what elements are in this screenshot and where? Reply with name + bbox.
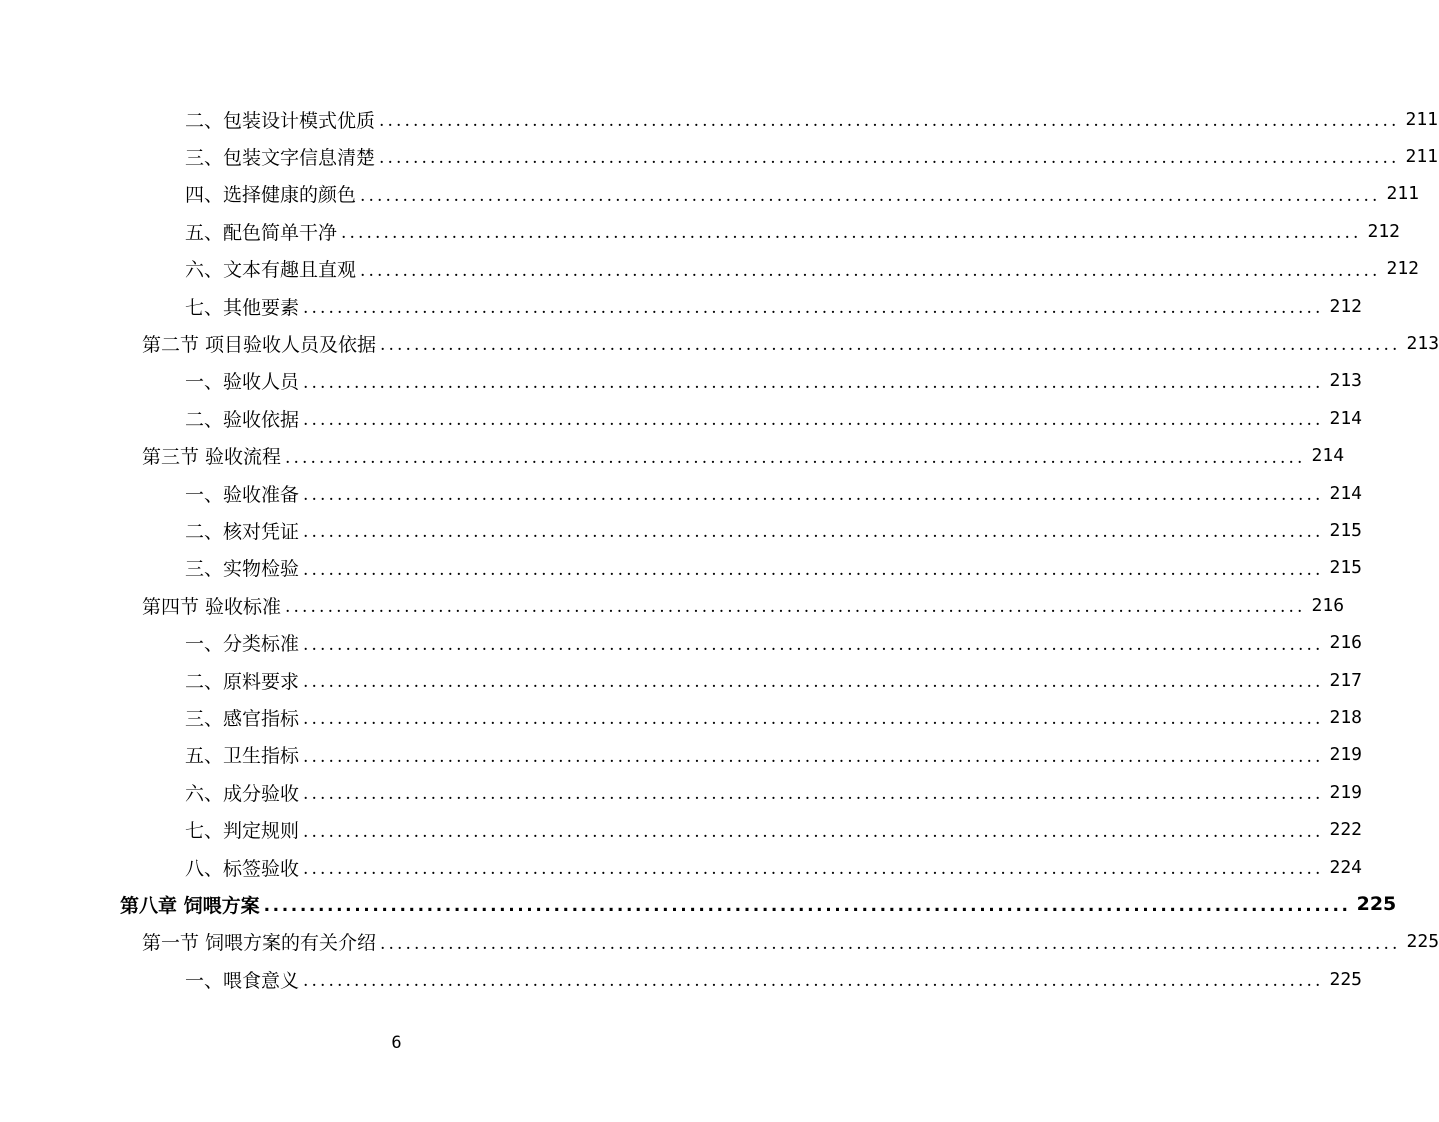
- toc-entry-page: 211: [1386, 183, 1419, 205]
- toc-dot-leader: ........................................................................................................................: [303, 522, 1324, 543]
- toc-dot-leader: ........................................................................................................................: [380, 933, 1401, 954]
- toc-item-entry[interactable]: [185, 662, 1362, 698]
- toc-entry-title: 一、分类标准: [185, 633, 300, 656]
- toc-dot-leader: ........................................................................................................................: [303, 746, 1324, 767]
- toc-entry-page: 215: [1329, 557, 1362, 579]
- toc-chapter-entry[interactable]: [120, 886, 1397, 922]
- toc-item-entry[interactable]: [185, 961, 1362, 997]
- toc-entry-page: 225: [1356, 893, 1397, 916]
- toc-entry-page: 225: [1329, 968, 1362, 990]
- toc-dot-leader: ........................................................................................................................: [303, 410, 1324, 431]
- toc-dot-leader: ........................................................................................................................: [303, 971, 1324, 992]
- toc-entry-page: 212: [1367, 220, 1400, 242]
- toc-entry-title: 三、感官指标: [185, 707, 300, 730]
- toc-dot-leader: ........................................................................................................................: [303, 859, 1324, 879]
- toc-dot-leader: ........................................................................................................................: [303, 634, 1324, 655]
- toc-dot-leader: ........................................................................................................................: [303, 559, 1324, 580]
- toc-entry-page: 219: [1329, 744, 1362, 766]
- toc-item-entry[interactable]: [185, 625, 1362, 661]
- toc-item-entry[interactable]: [185, 475, 1362, 511]
- toc-entry-page: 213: [1406, 332, 1439, 354]
- toc-entry-page: 219: [1329, 781, 1362, 803]
- toc-dot-leader: ........................................................................................................................: [303, 298, 1324, 318]
- toc-item-entry[interactable]: [185, 288, 1362, 324]
- toc-item-entry[interactable]: [185, 213, 1400, 249]
- toc-item-entry[interactable]: [185, 176, 1419, 212]
- toc-entry-title: 第八章 饲喂方案: [120, 894, 260, 917]
- toc-entry-page: 215: [1329, 519, 1362, 541]
- toc-dot-leader: ........................................................................................................................: [360, 260, 1381, 281]
- toc-entry-page: 216: [1329, 632, 1362, 654]
- toc-entry-title: 八、标签验收: [185, 857, 300, 880]
- toc-dot-leader: ........................................................................................................................: [303, 672, 1324, 692]
- toc-entry-title: 六、成分验收: [185, 782, 300, 805]
- toc-item-entry[interactable]: [185, 699, 1362, 735]
- toc-entry-page: 217: [1329, 669, 1362, 691]
- toc-item-entry[interactable]: [185, 400, 1362, 436]
- toc-section-entry[interactable]: [142, 924, 1439, 960]
- toc-dot-leader: ........................................................................................................................: [303, 372, 1324, 393]
- toc-entry-title: 二、验收依据: [185, 408, 300, 431]
- toc-entry-title: 五、配色简单干净: [185, 221, 338, 244]
- toc-section-entry[interactable]: [142, 325, 1439, 361]
- page-number: 6: [391, 1033, 402, 1053]
- toc-entry-title: 四、选择健康的颜色: [185, 184, 357, 207]
- toc-entry-title: 第二节 项目验收人员及依据: [142, 333, 377, 356]
- toc-dot-leader: ........................................................................................................................: [303, 485, 1324, 505]
- toc-dot-leader: ........................................................................................................................: [303, 709, 1324, 730]
- toc-item-entry[interactable]: [185, 849, 1362, 885]
- toc-dot-leader: ........................................................................................................................: [303, 821, 1324, 842]
- toc-entry-title: 六、文本有趣且直观: [185, 259, 357, 282]
- toc-entry-page: 214: [1329, 482, 1362, 504]
- toc-entry-title: 第一节 饲喂方案的有关介绍: [142, 932, 377, 955]
- toc-item-entry[interactable]: [185, 512, 1362, 548]
- toc-entry-title: 七、其他要素: [185, 296, 300, 319]
- toc-entry-page: 212: [1386, 258, 1419, 280]
- toc-entry-title: 五、卫生指标: [185, 745, 300, 768]
- toc-entry-title: 二、原料要求: [185, 670, 300, 693]
- toc-entry-page: 216: [1311, 594, 1345, 616]
- toc-entry-title: 七、判定规则: [185, 820, 300, 843]
- toc-entry-title: 二、包装设计模式优质: [185, 109, 376, 132]
- toc-dot-leader: ........................................................................................................................: [341, 223, 1362, 244]
- toc-item-entry[interactable]: [185, 812, 1362, 848]
- toc-dot-leader: ........................................................................................................................: [379, 148, 1400, 169]
- toc-item-entry[interactable]: [185, 101, 1438, 137]
- toc-entry-title: 一、验收人员: [185, 371, 300, 394]
- toc-item-entry[interactable]: [185, 138, 1438, 174]
- toc-dot-leader: ........................................................................................................................: [285, 447, 1306, 468]
- toc-entry-title: 第三节 验收流程: [142, 446, 282, 469]
- toc-dot-leader: ........................................................................................................................: [380, 335, 1401, 356]
- toc-entry-page: 222: [1329, 819, 1362, 841]
- toc-entry-title: 第四节 验收标准: [142, 595, 282, 618]
- toc-entry-page: 218: [1329, 706, 1362, 728]
- toc-item-entry[interactable]: [185, 251, 1419, 287]
- toc-entry-page: 211: [1405, 145, 1438, 167]
- toc-section-entry[interactable]: [142, 438, 1345, 474]
- toc-item-entry[interactable]: [185, 774, 1362, 810]
- toc-dot-leader: ........................................................................................................................: [379, 111, 1400, 131]
- toc-entry-title: 一、喂食意义: [185, 969, 300, 992]
- toc-entry-page: 214: [1329, 407, 1362, 429]
- toc-dot-leader: ........................................................................................................................: [285, 597, 1306, 618]
- toc-entry-title: 一、验收准备: [185, 483, 300, 506]
- toc-entry-page: 212: [1329, 295, 1362, 317]
- toc-item-entry[interactable]: [185, 550, 1362, 586]
- toc-entry-page: 224: [1329, 856, 1362, 878]
- toc-entry-page: 225: [1406, 931, 1439, 953]
- toc-entry-page: 211: [1405, 108, 1438, 130]
- toc-section-entry[interactable]: [142, 587, 1345, 623]
- toc-entry-page: 214: [1311, 445, 1345, 467]
- toc-dot-leader: ........................................................................................................................: [303, 784, 1324, 805]
- toc-item-entry[interactable]: [185, 363, 1362, 399]
- toc-dot-leader: ........................................................................................................................: [360, 185, 1381, 206]
- toc-entry-title: 二、核对凭证: [185, 520, 300, 543]
- toc-entry-page: 213: [1329, 370, 1362, 392]
- toc-entry-title: 三、实物检验: [185, 558, 300, 581]
- toc-item-entry[interactable]: [185, 737, 1362, 773]
- toc-entry-title: 三、包装文字信息清楚: [185, 146, 376, 169]
- toc-dot-leader: ........................................................................................................................: [263, 896, 1351, 917]
